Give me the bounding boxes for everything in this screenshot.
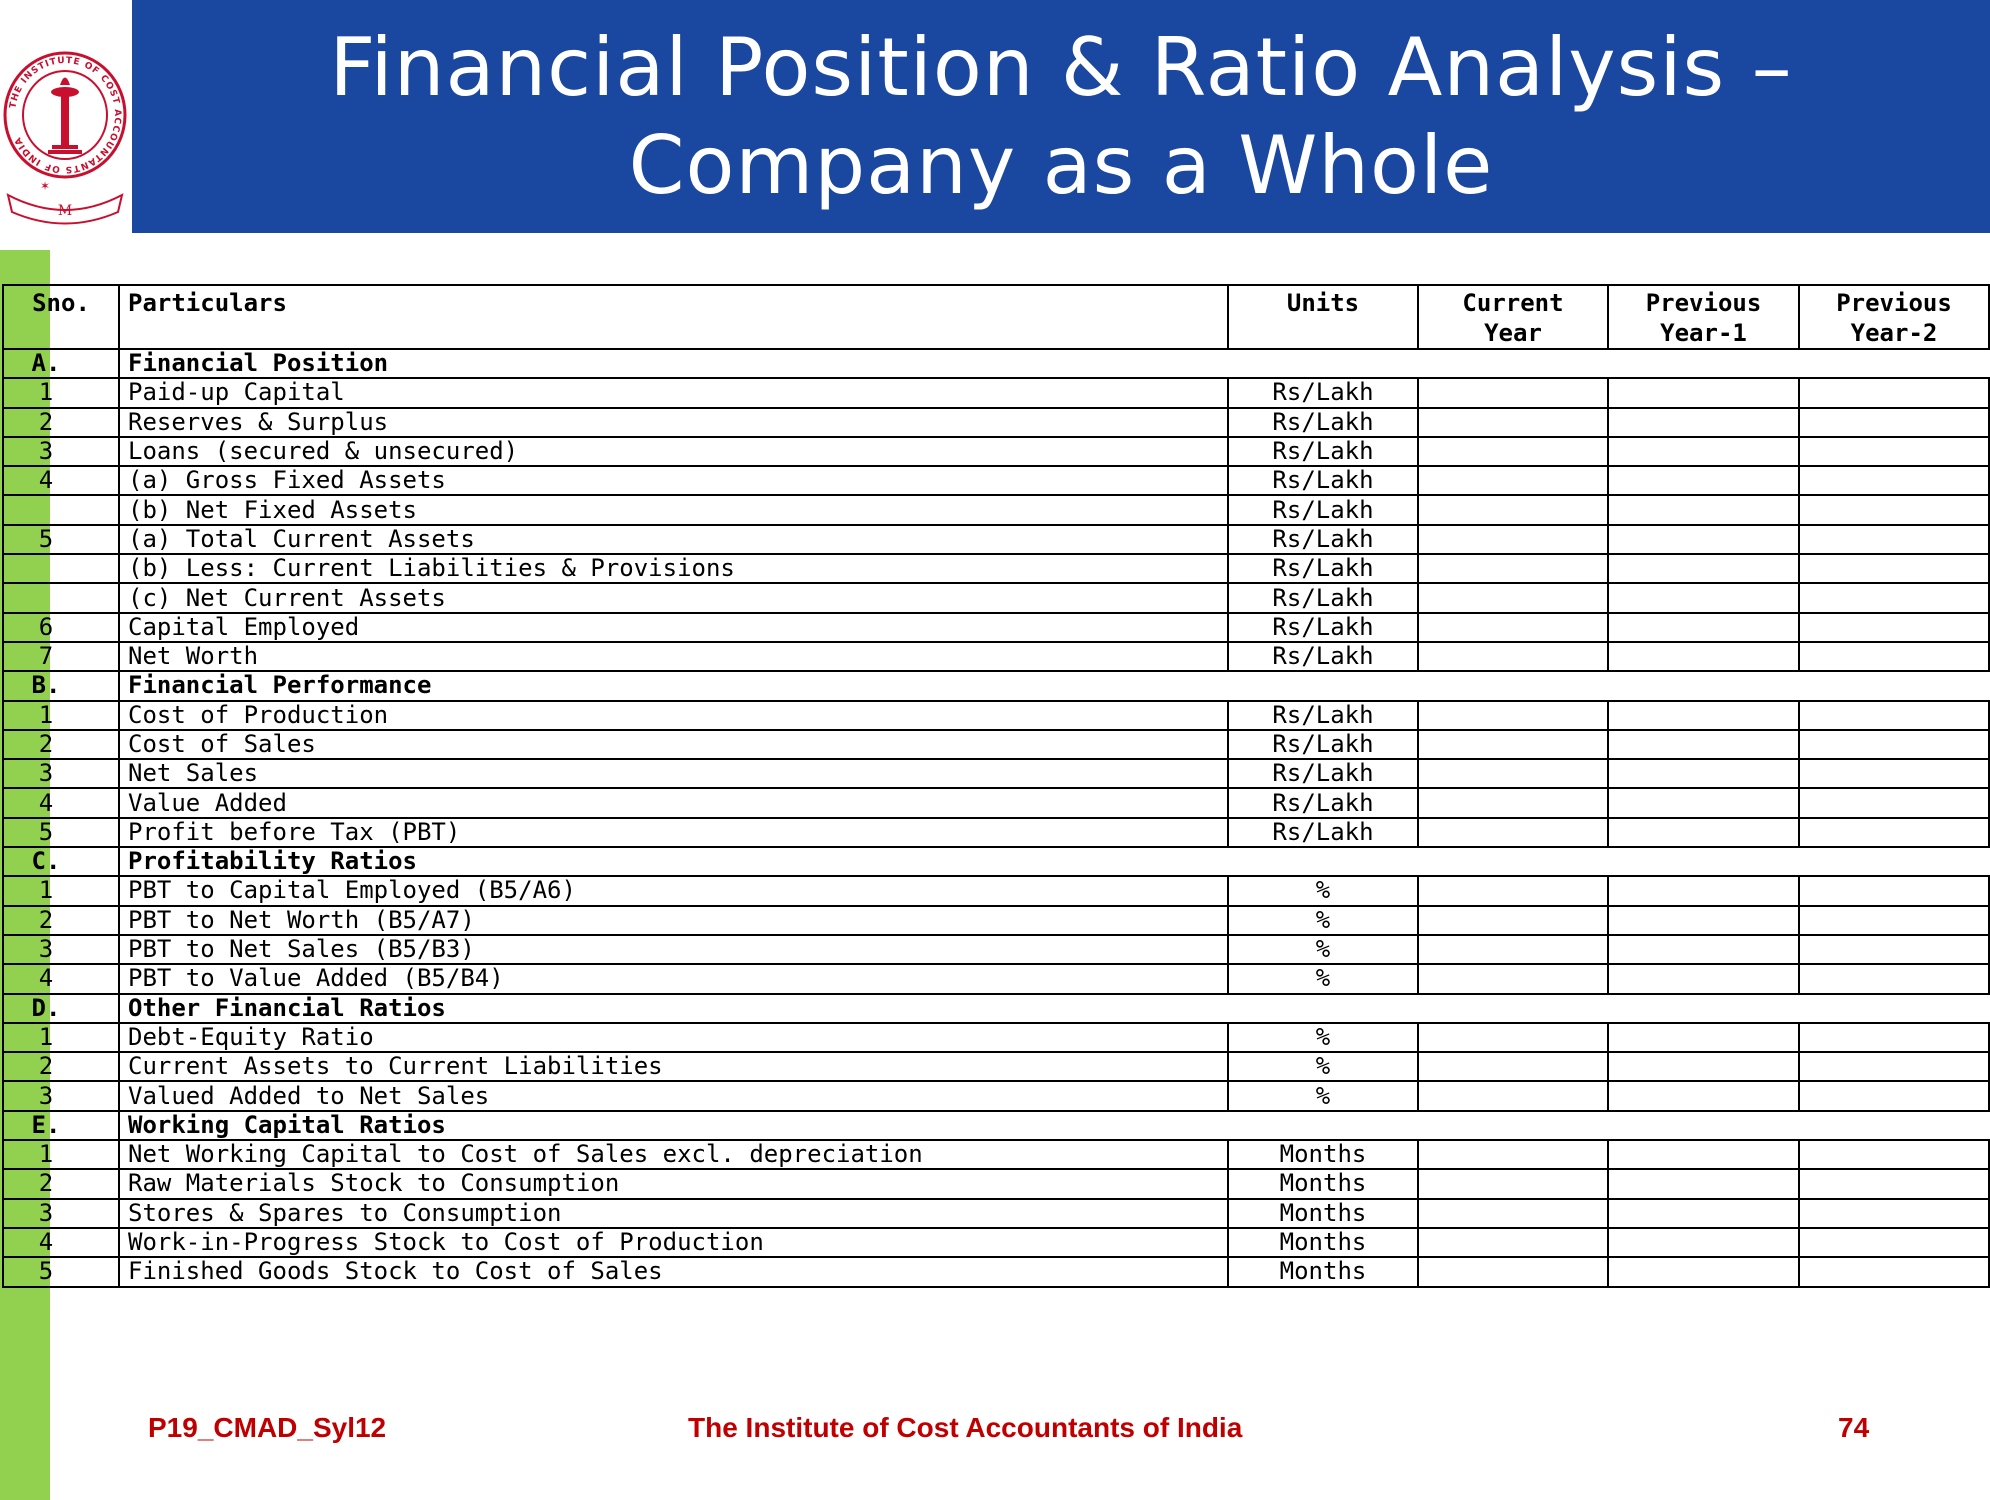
table-row [3,1169,1989,1198]
previous-year-1-value-cell[interactable] [1608,1140,1799,1169]
row-units: Months [1228,1257,1418,1286]
previous-year-1-value-cell[interactable] [1608,730,1799,759]
previous-year-2-value-cell[interactable] [1799,876,1989,905]
previous-year-1-value-cell[interactable] [1608,642,1799,671]
table-row [3,1023,1989,1052]
row-units: Months [1228,1140,1418,1169]
row-sno: 4 [3,788,119,817]
previous-year-1-value-cell[interactable] [1608,613,1799,642]
previous-year-2-value-cell[interactable] [1799,701,1989,730]
section-title: Financial Performance [119,671,1989,700]
current-year-value-cell[interactable] [1418,701,1608,730]
previous-year-2-value-cell[interactable] [1799,964,1989,993]
table-row [3,1199,1989,1228]
current-year-value-cell[interactable] [1418,642,1608,671]
current-year-value-cell[interactable] [1418,1140,1608,1169]
table-row [3,818,1989,847]
previous-year-1-value-cell[interactable] [1608,1052,1799,1081]
row-particular: (b) Net Fixed Assets [119,495,1228,524]
logo-ring-text: THE INSTITUTE OF COST ACCOUNTANTS OF INDIA [8,55,123,175]
current-year-value-cell[interactable] [1418,1052,1608,1081]
previous-year-1-value-cell[interactable] [1608,554,1799,583]
current-year-value-cell[interactable] [1418,1169,1608,1198]
row-units: % [1228,964,1418,993]
table-row [3,701,1989,730]
col-header-current-year-line2: Year [1484,319,1542,347]
table-header-row [3,285,1989,349]
table-row [3,408,1989,437]
table-row [3,964,1989,993]
section-header-row [3,847,1989,876]
previous-year-1-value-cell[interactable] [1608,495,1799,524]
previous-year-2-value-cell[interactable] [1799,1169,1989,1198]
row-sno [3,554,119,583]
previous-year-2-value-cell[interactable] [1799,642,1989,671]
row-units: % [1228,935,1418,964]
col-header-units: Units [1228,285,1418,349]
row-sno: 2 [3,408,119,437]
current-year-value-cell[interactable] [1418,788,1608,817]
svg-text:M: M [57,203,73,219]
table-row [3,1257,1989,1286]
row-particular: Work-in-Progress Stock to Cost of Production [119,1228,1228,1257]
svg-text:✶: ✶ [40,179,51,193]
section-id: D. [3,994,119,1023]
footer-page-number: 74 [1838,1412,1870,1443]
row-particular: Paid-up Capital [119,378,1228,407]
current-year-value-cell[interactable] [1418,583,1608,612]
current-year-value-cell[interactable] [1418,759,1608,788]
row-particular: Finished Goods Stock to Cost of Sales [119,1257,1228,1286]
previous-year-1-value-cell[interactable] [1608,906,1799,935]
col-header-prev1-line2: Year-1 [1660,319,1747,347]
footer-institute-name: The Institute of Cost Accountants of India [688,1412,1243,1443]
table-row [3,554,1989,583]
row-sno: 2 [3,1169,119,1198]
row-units: Rs/Lakh [1228,378,1418,407]
table-row [3,583,1989,612]
row-sno: 4 [3,1228,119,1257]
previous-year-1-value-cell[interactable] [1608,408,1799,437]
row-sno: 7 [3,642,119,671]
previous-year-1-value-cell[interactable] [1608,583,1799,612]
row-particular: Debt-Equity Ratio [119,1023,1228,1052]
previous-year-1-value-cell[interactable] [1608,378,1799,407]
row-sno: 2 [3,1052,119,1081]
section-title: Financial Position [119,349,1989,378]
previous-year-1-value-cell[interactable] [1608,1199,1799,1228]
previous-year-2-value-cell[interactable] [1799,466,1989,495]
section-header-row [3,1111,1989,1140]
row-particular: Raw Materials Stock to Consumption [119,1169,1228,1198]
row-sno: 2 [3,906,119,935]
previous-year-1-value-cell[interactable] [1608,759,1799,788]
current-year-value-cell[interactable] [1418,1199,1608,1228]
section-id: C. [3,847,119,876]
row-sno: 4 [3,964,119,993]
row-units: Months [1228,1199,1418,1228]
previous-year-1-value-cell[interactable] [1608,1228,1799,1257]
row-particular: (c) Net Current Assets [119,583,1228,612]
current-year-value-cell[interactable] [1418,906,1608,935]
row-units: Rs/Lakh [1228,408,1418,437]
current-year-value-cell[interactable] [1418,437,1608,466]
slide-title-line-2: Company as a Whole [628,118,1494,212]
row-particular: (a) Gross Fixed Assets [119,466,1228,495]
row-sno: 3 [3,1081,119,1110]
table-row [3,876,1989,905]
current-year-value-cell[interactable] [1418,964,1608,993]
previous-year-1-value-cell[interactable] [1608,1023,1799,1052]
table-body [3,349,1989,1287]
section-title: Other Financial Ratios [119,994,1989,1023]
slide-title-line-1: Financial Position & Ratio Analysis – [329,20,1793,114]
table-row [3,1140,1989,1169]
previous-year-1-value-cell[interactable] [1608,788,1799,817]
current-year-value-cell[interactable] [1418,378,1608,407]
previous-year-2-value-cell[interactable] [1799,935,1989,964]
previous-year-2-value-cell[interactable] [1799,525,1989,554]
previous-year-2-value-cell[interactable] [1799,730,1989,759]
row-particular: Current Assets to Current Liabilities [119,1052,1228,1081]
current-year-value-cell[interactable] [1418,935,1608,964]
row-units: Rs/Lakh [1228,613,1418,642]
row-sno: 6 [3,613,119,642]
row-sno: 1 [3,701,119,730]
previous-year-2-value-cell[interactable] [1799,613,1989,642]
table-row [3,1052,1989,1081]
row-sno: 4 [3,466,119,495]
row-units: Rs/Lakh [1228,554,1418,583]
previous-year-1-value-cell[interactable] [1608,525,1799,554]
row-particular: Value Added [119,788,1228,817]
section-id: B. [3,671,119,700]
table-row [3,466,1989,495]
row-units: Rs/Lakh [1228,525,1418,554]
col-header-current-year [1418,285,1608,349]
col-header-prev1-line1: Previous [1645,289,1762,317]
row-sno: 5 [3,818,119,847]
table-row [3,613,1989,642]
section-header-row [3,671,1989,700]
table-row [3,1228,1989,1257]
previous-year-1-value-cell[interactable] [1608,1169,1799,1198]
row-particular: PBT to Value Added (B5/B4) [119,964,1228,993]
row-units: Rs/Lakh [1228,583,1418,612]
row-particular: Cost of Sales [119,730,1228,759]
col-header-particulars: Particulars [119,285,1228,349]
table-row [3,525,1989,554]
row-sno: 1 [3,1023,119,1052]
previous-year-2-value-cell[interactable] [1799,495,1989,524]
row-sno [3,583,119,612]
current-year-value-cell[interactable] [1418,495,1608,524]
row-units: % [1228,876,1418,905]
section-header-row [3,994,1989,1023]
current-year-value-cell[interactable] [1418,876,1608,905]
row-units: % [1228,1023,1418,1052]
previous-year-2-value-cell[interactable] [1799,437,1989,466]
col-header-previous-year-1 [1608,285,1799,349]
row-sno: 3 [3,1199,119,1228]
row-units: Rs/Lakh [1228,701,1418,730]
table-row [3,730,1989,759]
section-title: Working Capital Ratios [119,1111,1989,1140]
table-row [3,378,1989,407]
current-year-value-cell[interactable] [1418,1023,1608,1052]
current-year-value-cell[interactable] [1418,554,1608,583]
row-sno: 3 [3,759,119,788]
table-row [3,935,1989,964]
row-particular: Valued Added to Net Sales [119,1081,1228,1110]
slide-footer [0,1410,1990,1450]
row-units: Rs/Lakh [1228,495,1418,524]
previous-year-1-value-cell[interactable] [1608,1257,1799,1286]
row-sno: 5 [3,525,119,554]
current-year-value-cell[interactable] [1418,466,1608,495]
previous-year-1-value-cell[interactable] [1608,437,1799,466]
row-units: Rs/Lakh [1228,730,1418,759]
row-sno: 1 [3,1140,119,1169]
col-header-prev2-line1: Previous [1836,289,1952,317]
current-year-value-cell[interactable] [1418,408,1608,437]
footer-course-code: P19_CMAD_Syl12 [148,1412,387,1443]
current-year-value-cell[interactable] [1418,613,1608,642]
institute-logo [0,0,130,233]
row-particular: Capital Employed [119,613,1228,642]
current-year-value-cell[interactable] [1418,525,1608,554]
row-particular: Stores & Spares to Consumption [119,1199,1228,1228]
col-header-sno: Sno. [3,285,119,349]
table-row [3,759,1989,788]
row-particular: (a) Total Current Assets [119,525,1228,554]
slide-title-banner [132,0,1990,233]
previous-year-1-value-cell[interactable] [1608,935,1799,964]
table-row [3,1081,1989,1110]
previous-year-2-value-cell[interactable] [1799,906,1989,935]
col-header-previous-year-2 [1799,285,1989,349]
row-units: Rs/Lakh [1228,642,1418,671]
institute-emblem-icon [0,0,130,233]
row-sno: 2 [3,730,119,759]
row-sno: 1 [3,876,119,905]
previous-year-2-value-cell[interactable] [1799,1023,1989,1052]
row-units: % [1228,1081,1418,1110]
col-header-current-year-line1: Current [1462,289,1564,317]
section-id: A. [3,349,119,378]
previous-year-2-value-cell[interactable] [1799,583,1989,612]
previous-year-2-value-cell[interactable] [1799,1199,1989,1228]
row-sno: 1 [3,378,119,407]
section-title: Profitability Ratios [119,847,1989,876]
row-sno: 3 [3,437,119,466]
current-year-value-cell[interactable] [1418,1081,1608,1110]
previous-year-2-value-cell[interactable] [1799,759,1989,788]
previous-year-1-value-cell[interactable] [1608,964,1799,993]
row-particular: Net Sales [119,759,1228,788]
previous-year-2-value-cell[interactable] [1799,1257,1989,1286]
row-units: Rs/Lakh [1228,788,1418,817]
previous-year-2-value-cell[interactable] [1799,788,1989,817]
row-units: Months [1228,1169,1418,1198]
previous-year-1-value-cell[interactable] [1608,701,1799,730]
col-header-prev2-line2: Year-2 [1850,319,1938,347]
row-units: Rs/Lakh [1228,759,1418,788]
previous-year-2-value-cell[interactable] [1799,1081,1989,1110]
previous-year-2-value-cell[interactable] [1799,408,1989,437]
row-particular: PBT to Net Sales (B5/B3) [119,935,1228,964]
row-particular: PBT to Net Worth (B5/A7) [119,906,1228,935]
previous-year-1-value-cell[interactable] [1608,818,1799,847]
previous-year-1-value-cell[interactable] [1608,466,1799,495]
row-units: Rs/Lakh [1228,437,1418,466]
row-particular: Profit before Tax (PBT) [119,818,1228,847]
current-year-value-cell[interactable] [1418,818,1608,847]
row-units: Rs/Lakh [1228,466,1418,495]
row-particular: (b) Less: Current Liabilities & Provisions [119,554,1228,583]
row-particular: Net Working Capital to Cost of Sales excl. depreciation [119,1140,1228,1169]
row-units: % [1228,1052,1418,1081]
row-particular: Cost of Production [119,701,1228,730]
section-id: E. [3,1111,119,1140]
row-sno [3,495,119,524]
table-row [3,437,1989,466]
previous-year-2-value-cell[interactable] [1799,1228,1989,1257]
row-particular: Reserves & Surplus [119,408,1228,437]
previous-year-1-value-cell[interactable] [1608,1081,1799,1110]
previous-year-2-value-cell[interactable] [1799,1052,1989,1081]
row-sno: 3 [3,935,119,964]
table-row [3,642,1989,671]
row-particular: Loans (secured & unsecured) [119,437,1228,466]
row-units: % [1228,906,1418,935]
row-particular: PBT to Capital Employed (B5/A6) [119,876,1228,905]
previous-year-2-value-cell[interactable] [1799,378,1989,407]
previous-year-2-value-cell[interactable] [1799,818,1989,847]
table-row [3,788,1989,817]
previous-year-2-value-cell[interactable] [1799,554,1989,583]
section-header-row [3,349,1989,378]
row-particular: Net Worth [119,642,1228,671]
row-sno: 5 [3,1257,119,1286]
current-year-value-cell[interactable] [1418,730,1608,759]
ratio-analysis-table [2,284,1988,1288]
row-units: Months [1228,1228,1418,1257]
previous-year-2-value-cell[interactable] [1799,1140,1989,1169]
current-year-value-cell[interactable] [1418,1257,1608,1286]
table-row [3,906,1989,935]
previous-year-1-value-cell[interactable] [1608,876,1799,905]
current-year-value-cell[interactable] [1418,1228,1608,1257]
row-units: Rs/Lakh [1228,818,1418,847]
table-row [3,495,1989,524]
